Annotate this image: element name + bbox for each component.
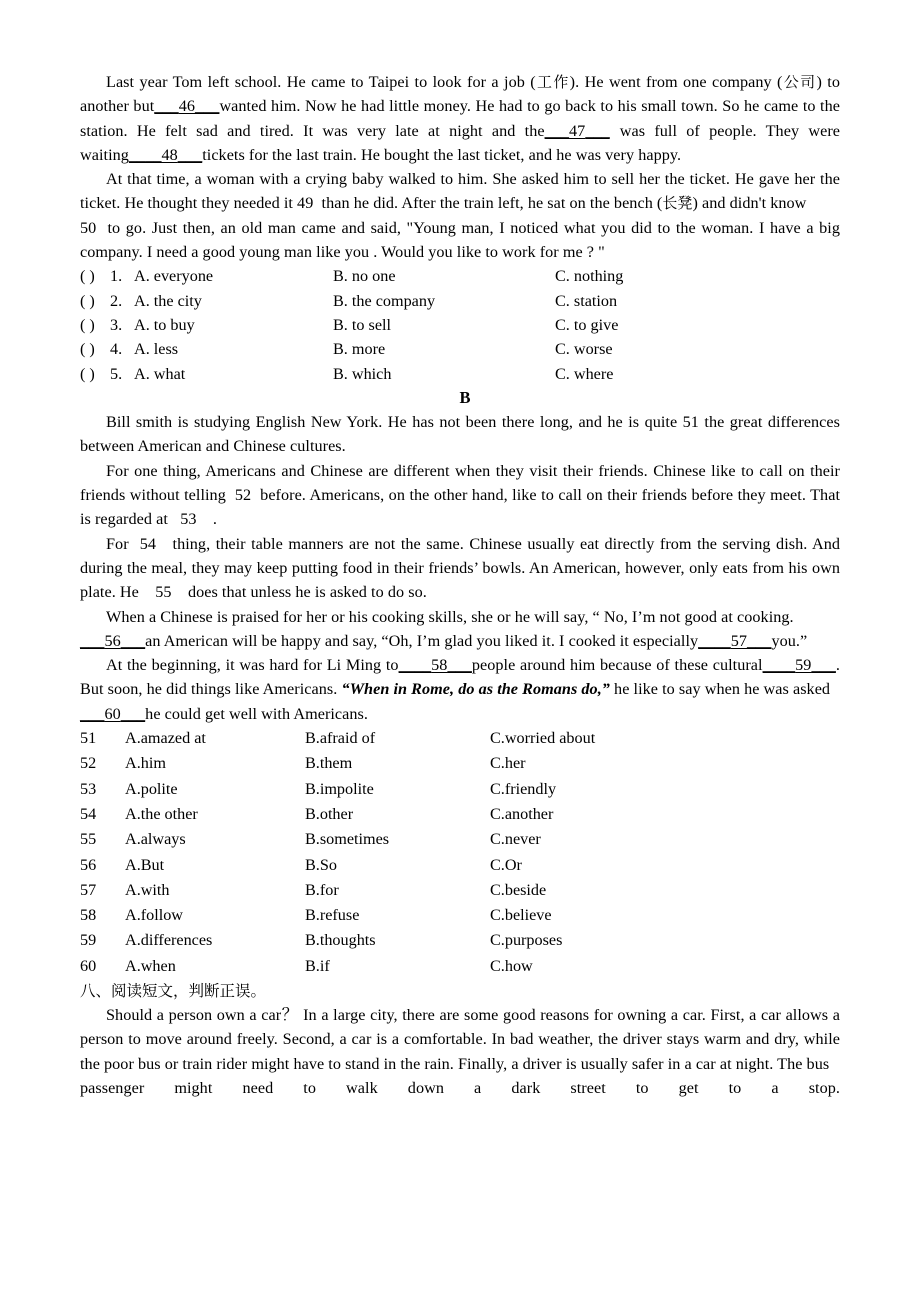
choice-row bbox=[80, 362, 840, 386]
blank-53[interactable]: 53 bbox=[180, 510, 197, 529]
blank-55[interactable]: 55 bbox=[155, 583, 172, 602]
option-a[interactable]: A.always bbox=[125, 830, 186, 849]
passage-a-paragraph-1 bbox=[80, 70, 840, 167]
option-c[interactable]: C.purposes bbox=[490, 931, 563, 950]
option-c[interactable]: C.friendly bbox=[490, 779, 557, 798]
section-b-p2-text-2: before. Americans, on the other hand, like to call on their friends before they meet. That is regarded at bbox=[80, 486, 840, 529]
option-b[interactable]: B. which bbox=[333, 364, 392, 383]
choices-list-b bbox=[80, 726, 840, 979]
section-b-p3-text-3: does that unless he is asked to do so. bbox=[187, 583, 427, 602]
blank-60[interactable]: ___60___ bbox=[80, 704, 146, 723]
question-number: 56 bbox=[80, 855, 97, 874]
gloss-bench-chinese: 长凳 bbox=[662, 194, 693, 213]
section-b-p3-text-1: For bbox=[106, 534, 129, 553]
section-b-p5-text-2: people around him because of these cultural bbox=[471, 656, 763, 675]
option-c[interactable]: C. worse bbox=[555, 340, 613, 359]
option-b[interactable]: B.So bbox=[305, 855, 337, 874]
option-a[interactable]: A.amazed at bbox=[125, 729, 206, 748]
option-a[interactable]: A.But bbox=[125, 855, 165, 874]
question-number: 51 bbox=[80, 729, 97, 748]
option-a[interactable]: A. what bbox=[134, 364, 186, 383]
blank-59[interactable]: ____59___ bbox=[762, 656, 836, 675]
section-b-paragraph-1 bbox=[80, 410, 840, 459]
question-number: 57 bbox=[80, 880, 97, 899]
option-b[interactable]: B.afraid of bbox=[305, 729, 376, 748]
answer-box[interactable]: ( ) bbox=[80, 315, 95, 334]
section-b-p5-text-4: he like to say when he was asked bbox=[609, 680, 831, 699]
answer-box[interactable]: ( ) bbox=[80, 291, 95, 310]
passage-a-p1-text-3: ) to another but bbox=[80, 73, 840, 116]
option-b[interactable]: B. to sell bbox=[333, 315, 392, 334]
option-c[interactable]: C.never bbox=[490, 830, 541, 849]
option-a[interactable]: A. the city bbox=[134, 291, 202, 310]
option-b[interactable]: B. more bbox=[333, 340, 386, 359]
blank-47[interactable]: ___47___ bbox=[544, 121, 610, 140]
option-b[interactable]: B.thoughts bbox=[305, 931, 376, 950]
section-b-p5-text-5: he could get well with Americans. bbox=[145, 704, 368, 723]
section-b-paragraph-4 bbox=[80, 605, 840, 654]
option-c[interactable]: C. nothing bbox=[555, 267, 624, 286]
option-b[interactable]: B.sometimes bbox=[305, 830, 390, 849]
section-eight-heading: 八、阅读短文，判断正误。 bbox=[80, 981, 267, 1000]
answer-box[interactable]: ( ) bbox=[80, 340, 95, 359]
rome-proverb-quote: “When in Rome, do as the Romans do,” bbox=[341, 680, 610, 699]
option-b[interactable]: B.other bbox=[305, 804, 354, 823]
section-b-p4-text-1: When a Chinese is praised for her or his cooking skills, she or he will say, “ No, I’m not good at cooking. bbox=[106, 607, 794, 626]
option-c[interactable]: C. station bbox=[555, 291, 618, 310]
passage-a-p1-text-5: was full of people. They were waiting bbox=[80, 121, 840, 164]
blank-56[interactable]: ___56___ bbox=[80, 631, 146, 650]
question-number: 52 bbox=[80, 754, 97, 773]
section-b-paragraph-2 bbox=[80, 459, 840, 532]
option-a[interactable]: A.when bbox=[125, 956, 176, 975]
blank-58[interactable]: ____58___ bbox=[398, 656, 472, 675]
choice-row bbox=[80, 878, 840, 903]
section-b-p2-text-3: . bbox=[212, 510, 217, 529]
question-number: 5. bbox=[110, 364, 123, 383]
section-eight-paragraph-1: Should a person own a car？ In a large city, there are some good reasons for owning a car. First, a car allows a person to move around freely. Second, a car is a comfortable. In bad weather, the driver stays warm and dry, while the poor bus or train rider might have to stand in the rain. Finally, a driver is usually safer in a car at night. The bus bbox=[80, 1005, 840, 1073]
option-b[interactable]: B. the company bbox=[333, 291, 436, 310]
passage-a-p2-text-2: than he did. After the train left, he sat on the bench ( bbox=[321, 194, 663, 213]
choice-row bbox=[80, 337, 840, 361]
blank-50[interactable]: 50 bbox=[80, 218, 97, 237]
gloss-job-chinese: 工作 bbox=[535, 73, 570, 91]
blank-46[interactable]: ___46___ bbox=[154, 97, 220, 116]
option-c[interactable]: C.Or bbox=[490, 855, 522, 874]
blank-54[interactable]: 54 bbox=[139, 534, 156, 553]
choice-row bbox=[80, 853, 840, 878]
option-b[interactable]: B.impolite bbox=[305, 779, 374, 798]
question-number: 55 bbox=[80, 830, 97, 849]
option-b[interactable]: B.for bbox=[305, 880, 339, 899]
blank-48[interactable]: ____48___ bbox=[128, 145, 203, 164]
section-b-p1-text-1: Bill smith is studying English New York. He has not been there long, and he is quite bbox=[106, 413, 678, 432]
option-b[interactable]: B.them bbox=[305, 754, 353, 773]
gloss-company-chinese: 公司 bbox=[782, 73, 817, 91]
blank-49[interactable]: 49 bbox=[297, 194, 314, 213]
option-b[interactable]: B. no one bbox=[333, 267, 396, 286]
option-a[interactable]: A.him bbox=[125, 754, 166, 773]
section-b-p5-text-1: At the beginning, it was hard for Li Ming to bbox=[106, 656, 399, 675]
option-c[interactable]: C.another bbox=[490, 804, 554, 823]
passage-a-p1-text-2: ). He went from one company ( bbox=[569, 73, 783, 91]
section-b-p4-text-2: an American will be happy and say, “Oh, I’m glad you liked it. I cooked it especially bbox=[145, 631, 699, 650]
question-number: 3. bbox=[110, 315, 123, 334]
question-number: 1. bbox=[110, 267, 123, 286]
option-c[interactable]: C. where bbox=[555, 364, 614, 383]
option-b[interactable]: B.if bbox=[305, 956, 330, 975]
blank-57[interactable]: ____57___ bbox=[698, 631, 772, 650]
section-b-p1-text-2: the great differences between American and Chinese cultures. bbox=[80, 413, 840, 456]
option-c[interactable]: C.how bbox=[490, 956, 533, 975]
option-c[interactable]: C.believe bbox=[490, 906, 552, 925]
choices-list-a bbox=[80, 264, 840, 385]
option-a[interactable]: A. to buy bbox=[134, 315, 195, 334]
option-c[interactable]: C.beside bbox=[490, 880, 547, 899]
question-number: 4. bbox=[110, 340, 123, 359]
choice-row bbox=[80, 954, 840, 979]
answer-box[interactable]: ( ) bbox=[80, 267, 95, 286]
section-b-paragraph-3 bbox=[80, 532, 840, 605]
section-b-p2-text-1: For one thing, Americans and Chinese are different when they visit their friends. Chinese like to call on their friends without telling bbox=[80, 461, 840, 505]
section-eight-paragraph-1-last-line: passenger might need to walk down a dark street to get to a stop. bbox=[80, 1078, 840, 1097]
section-letter-b: B bbox=[459, 387, 471, 407]
option-a[interactable]: A.differences bbox=[125, 931, 213, 950]
page-content bbox=[80, 70, 840, 1124]
passage-a-paragraph-2 bbox=[80, 167, 840, 264]
question-number: 60 bbox=[80, 956, 97, 975]
choice-row bbox=[80, 777, 840, 802]
option-c[interactable]: C.her bbox=[490, 754, 526, 773]
section-b-p4-text-3: you.” bbox=[771, 631, 808, 650]
option-c[interactable]: C.worried about bbox=[490, 729, 596, 748]
choice-row bbox=[80, 802, 840, 827]
answer-box[interactable]: ( ) bbox=[80, 364, 95, 383]
section-b-paragraph-5 bbox=[80, 653, 840, 726]
question-number: 53 bbox=[80, 779, 97, 798]
question-number: 59 bbox=[80, 931, 97, 950]
passage-a-p2-text-3: ) and didn't know bbox=[692, 194, 807, 213]
choice-row bbox=[80, 264, 840, 288]
choice-row bbox=[80, 289, 840, 313]
choice-row bbox=[80, 751, 840, 776]
passage-a-p2-text-1: At that time, a woman with a crying baby walked to him. She asked him to sell her the ticket. He gave her the ticket. He thought they needed it bbox=[80, 170, 840, 213]
passage-a-p2-text-4: to go. Just then, an old man came and said, "Young man, I noticed what you did to the woman. I have a big company. I need a good young man like you . Would you like to work for me ? " bbox=[80, 218, 840, 262]
question-number: 2. bbox=[110, 291, 123, 310]
option-a[interactable]: A.the other bbox=[125, 804, 198, 823]
blank-51[interactable]: 51 bbox=[682, 413, 699, 432]
question-number: 58 bbox=[80, 906, 97, 925]
choice-row bbox=[80, 726, 840, 751]
section-b-p5-text-3: . But soon, he did things like Americans. bbox=[80, 656, 840, 699]
option-a[interactable]: A.with bbox=[125, 880, 170, 899]
choice-row bbox=[80, 903, 840, 928]
option-a[interactable]: A.polite bbox=[125, 779, 178, 798]
choice-row bbox=[80, 313, 840, 337]
option-a[interactable]: A.follow bbox=[125, 906, 183, 925]
choice-row bbox=[80, 827, 840, 852]
passage-a-p1-text-4: wanted him. Now he had little money. He had to go back to his small town. So he came to the station. He felt sad and tired. It was very late at night and the bbox=[80, 97, 840, 140]
option-b[interactable]: B.refuse bbox=[305, 906, 360, 925]
passage-a-p1-text-1: Last year Tom left school. He came to Taipei to look for a job ( bbox=[106, 73, 536, 91]
option-c[interactable]: C. to give bbox=[555, 315, 619, 334]
passage-a-p1-text-6: tickets for the last train. He bought the last ticket, and he was very happy. bbox=[202, 145, 682, 164]
blank-52[interactable]: 52 bbox=[234, 486, 252, 505]
option-a[interactable]: A. less bbox=[134, 340, 179, 359]
section-b-p3-text-2: thing, their table manners are not the same. Chinese usually eat directly from the serving dish. And during the meal, they may keep putting food in their friends’ bowls. An American, however, only eats from his own plate. He bbox=[80, 534, 840, 602]
question-number: 54 bbox=[80, 804, 97, 823]
option-a[interactable]: A. everyone bbox=[134, 267, 214, 286]
choice-row bbox=[80, 928, 840, 953]
